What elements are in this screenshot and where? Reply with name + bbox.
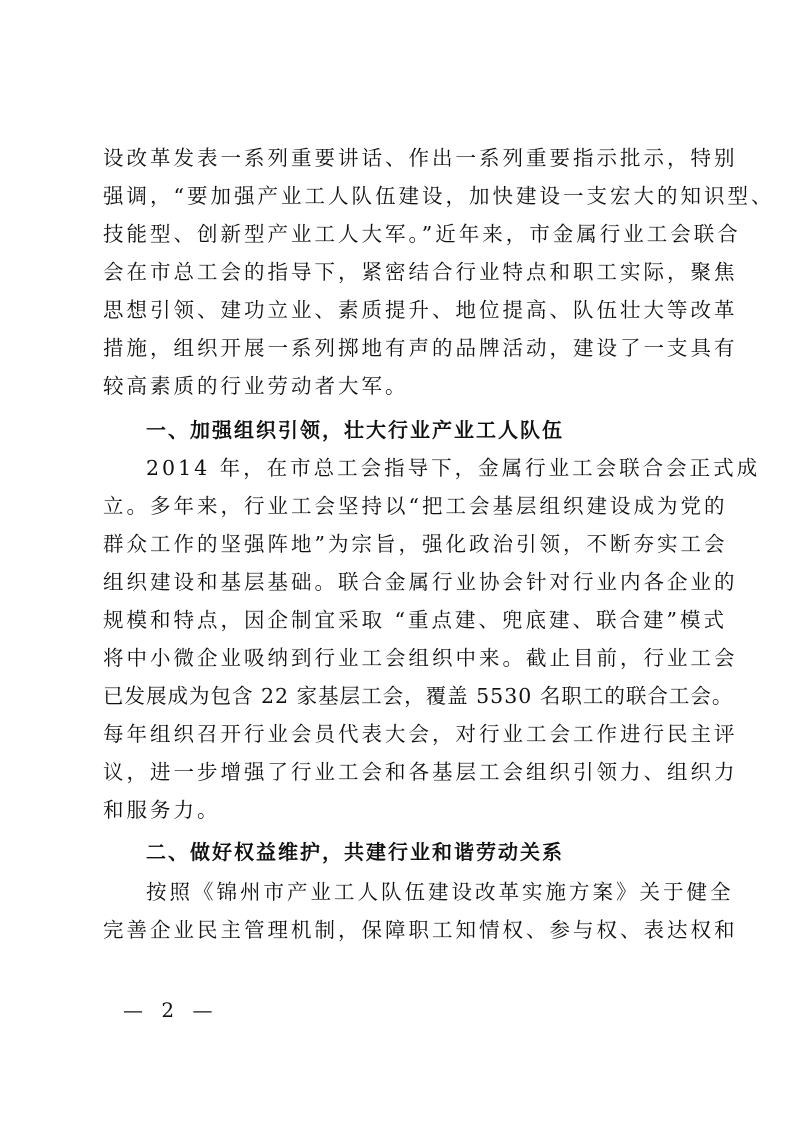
paragraph-line: 将中小微企业吸纳到行业工会组织中来。截止目前，行业工会 bbox=[103, 646, 738, 670]
paragraph-line: 已发展成为包含 22 家基层工会，覆盖 5530 名职工的联合工会。 bbox=[103, 684, 734, 708]
paragraph-line: 规模和特点，因企制宜采取 “重点建、兜底建、联合建”模式 bbox=[103, 608, 727, 632]
paragraph-line: 设改革发表一系列重要讲话、作出一系列重要指示批示，特别 bbox=[103, 146, 738, 170]
section-heading-2: 二、做好权益维护，共建行业和谐劳动关系 bbox=[146, 840, 564, 864]
paragraph-line: 思想引领、建功立业、素质提升、地位提高、队伍壮大等改革 bbox=[103, 298, 738, 322]
paragraph-line: 按照《锦州市产业工人队伍建设改革实施方案》关于健全 bbox=[146, 880, 734, 904]
paragraph-line: 会在市总工会的指导下，紧密结合行业特点和职工实际，聚焦 bbox=[103, 260, 738, 284]
paragraph-line: 2014 年，在市总工会指导下，金属行业工会联合会正式成 bbox=[146, 456, 761, 480]
paragraph-line: 强调，“要加强产业工人队伍建设，加快建设一支宏大的知识型、 bbox=[103, 184, 775, 208]
paragraph-line: 组织建设和基层基础。联合金属行业协会针对行业内各企业的 bbox=[103, 570, 738, 594]
page-number: — 2 — bbox=[123, 998, 219, 1022]
section-heading-1: 一、加强组织引领，壮大行业产业工人队伍 bbox=[146, 418, 564, 442]
paragraph-line: 措施，组织开展一系列掷地有声的品牌活动，建设了一支具有 bbox=[103, 336, 738, 360]
paragraph-line: 每年组织召开行业会员代表大会，对行业工会工作进行民主评 bbox=[103, 722, 738, 746]
paragraph-line: 议，进一步增强了行业工会和各基层工会组织引领力、组织力 bbox=[103, 760, 738, 784]
paragraph-line: 立。多年来，行业工会坚持以“把工会基层组织建设成为党的 bbox=[103, 494, 728, 518]
paragraph-line: 技能型、创新型产业工人大军。”近年来，市金属行业工会联合 bbox=[103, 222, 741, 246]
paragraph-line: 较高素质的行业劳动者大军。 bbox=[103, 374, 409, 398]
paragraph-line: 和服务力。 bbox=[103, 798, 221, 822]
paragraph-line: 群众工作的坚强阵地”为宗旨，强化政治引领，不断夯实工会 bbox=[103, 532, 728, 556]
paragraph-line: 完善企业民主管理机制，保障职工知情权、参与权、表达权和 bbox=[103, 918, 738, 942]
